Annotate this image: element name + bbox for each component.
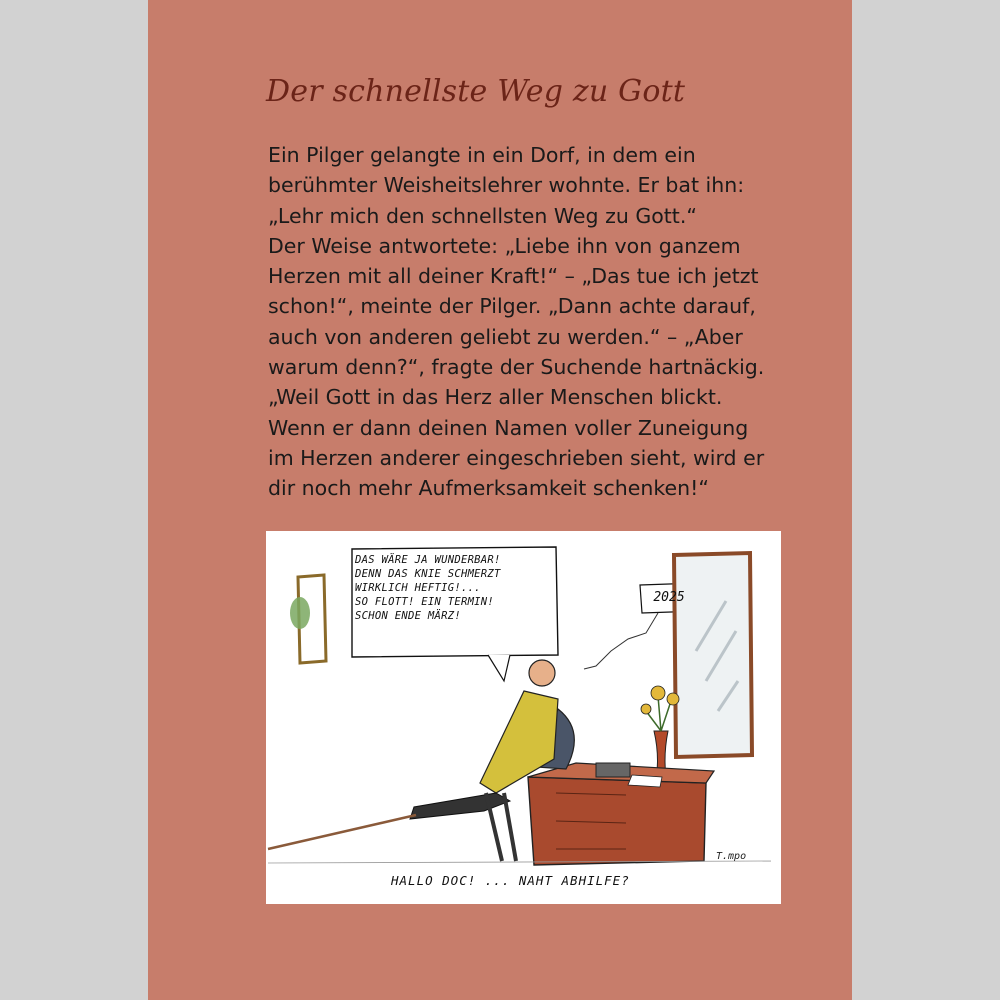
bubble-text-line: SCHON ENDE MÄRZ!	[355, 610, 461, 622]
text-line: im Herzen anderer eingeschrieben sieht, wird er	[268, 445, 765, 470]
cartoon-caption: HALLO DOC! ... NAHT ABHILFE?	[391, 873, 630, 888]
artist-signature: T.mpo	[716, 851, 747, 862]
bubble-text-line: WIRKLICH HEFTIG!...	[355, 582, 481, 594]
text-line: warum denn?“, fragte der Suchende hartnäckig.	[268, 355, 765, 380]
cartoon-illustration	[266, 531, 781, 904]
text-line: auch von anderen geliebt zu werden.“ – „Aber	[268, 324, 743, 349]
text-line: dir noch mehr Aufmerksamkeit schenken!“	[268, 476, 709, 501]
text-line: Herzen mit all deiner Kraft!“ – „Das tue ich jetzt	[268, 264, 759, 289]
bubble-text-line: DENN DAS KNIE SCHMERZT	[355, 568, 501, 580]
speech-bubble	[355, 553, 553, 653]
bubble-text-line: SO FLOTT! EIN TERMIN!	[355, 596, 495, 608]
text-line: schon!“, meinte der Pilger. „Dann achte darauf,	[268, 294, 756, 319]
text-line: Ein Pilger gelangte in ein Dorf, in dem ein	[268, 143, 696, 167]
text-line: berühmter Weisheitslehrer wohnte. Er bat ihn:	[268, 173, 745, 198]
year-sign: 2025	[653, 590, 685, 605]
text-line: „Lehr mich den schnellsten Weg zu Gott.“	[268, 203, 697, 228]
text-line: Wenn er dann deinen Namen voller Zuneigung	[268, 415, 749, 440]
page-title: Der schnellste Weg zu Gott	[266, 74, 686, 109]
story-text	[268, 140, 788, 504]
text-line: Der Weise antwortete: „Liebe ihn von ganzem	[268, 233, 741, 258]
bubble-text-line: DAS WÄRE JA WUNDERBAR!	[355, 554, 501, 566]
text-line: „Weil Gott in das Herz aller Menschen blickt.	[268, 385, 723, 410]
